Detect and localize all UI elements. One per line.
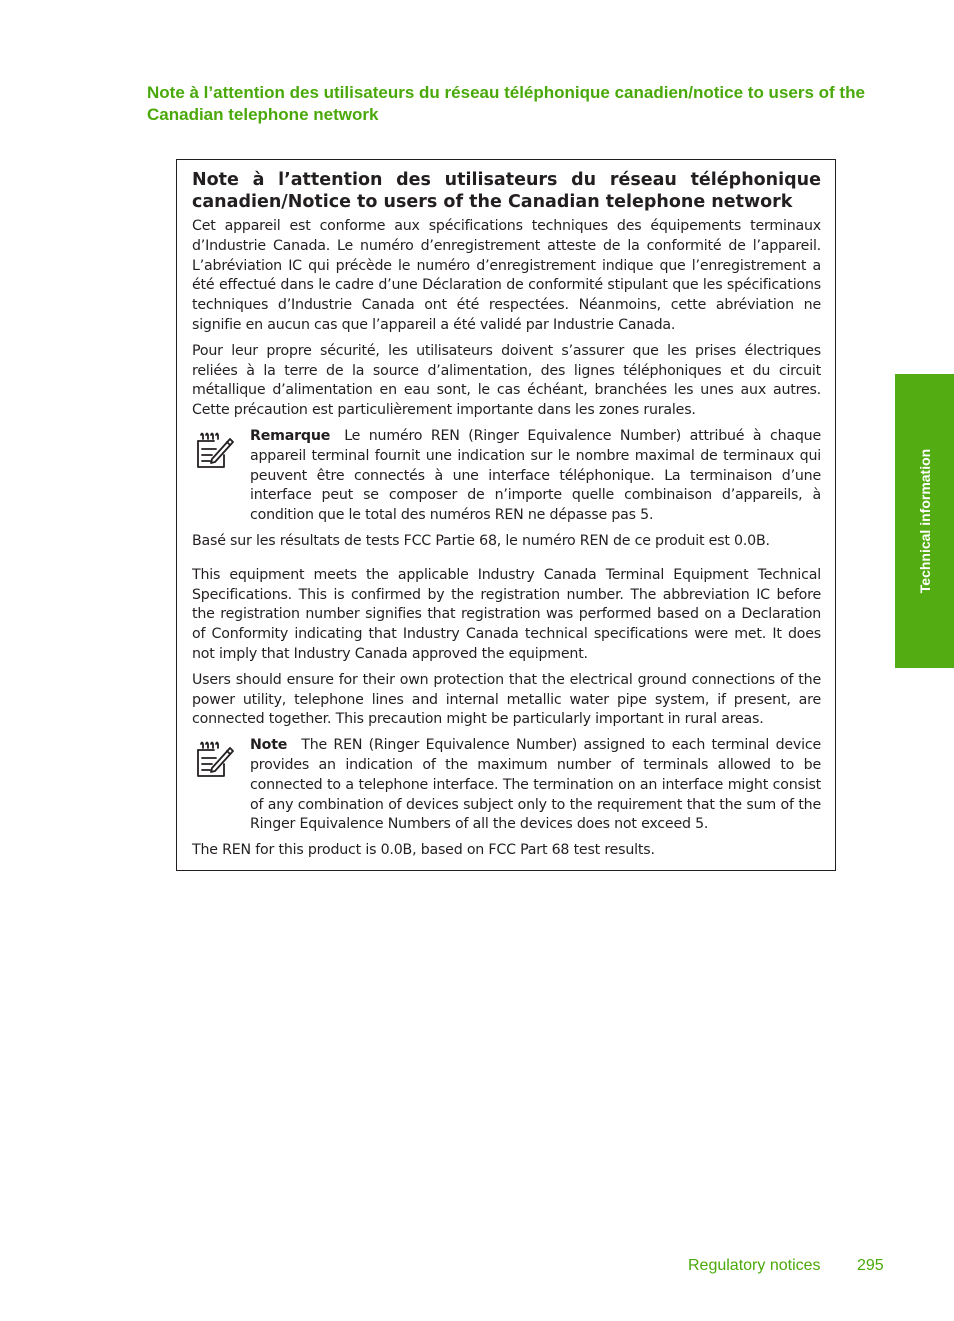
fr-paragraph-1: Cet appareil est conforme aux spécifications techniques des équipements terminaux d’Industrie Canada. Le numéro d’enregistrement atteste de la conformité de l’appareil. L’abréviation IC qui précède le numéro d’enregistrement indique que l’enregistrement a été effectué dans le cadre d’une Déclaration de conformité stipulant que les spécifications techniques d’Industrie Canada ont été respectées. Néanmoins, cette abréviation ne signifie en aucun cas que l’appareil a été validé par Industrie Canada. [192, 218, 821, 333]
en-note-body [250, 736, 821, 835]
en-note-label: Note [250, 737, 288, 754]
fr-paragraph-2: Pour leur propre sécurité, les utilisateurs doivent s’assurer que les prises électriques reliées à la terre de la source d’alimentation, des lignes téléphoniques et du circuit métallique d’alimentation en eau sont, le cas échéant, branchées les unes aux autres. Cette précaution est particulièrement importante dans les zones rurales. [192, 342, 821, 419]
fr-note [192, 427, 821, 526]
note-pad-icon [192, 736, 250, 782]
note-pad-icon [192, 427, 250, 473]
en-paragraph-1: This equipment meets the applicable Industry Canada Terminal Equipment Technical Specifications. This is confirmed by the registration number. The abbreviation IC before the registration number signifies that registration was performed based on a Declaration of Conformity indicating that Industry Canada technical specifications were met. It does not imply that Industry Canada approved the equipment. [192, 566, 821, 662]
page-heading: Note à l’attention des utilisateurs du réseau téléphonique canadien/notice to users of the Canadian telephone network [147, 83, 865, 124]
fr-note-text: Le numéro REN (Ringer Equivalence Number) attribué à chaque appareil terminal fournit une indication sur le nombre maximal de terminaux qui peuvent être connectés à une interface téléphonique. La terminaison d’une interface peut se composer de n’importe quelle combinaison d’appareils, à condition que le total des numéros REN ne dépasse pas 5. [250, 427, 821, 524]
fr-note-label: Remarque [250, 427, 331, 444]
fr-note-body [250, 427, 821, 526]
en-paragraph-3: The REN for this product is 0.0B, based on FCC Part 68 test results. [192, 842, 655, 859]
fr-paragraph-3: Basé sur les résultats de tests FCC Partie 68, le numéro REN de ce produit est 0.0B. [192, 532, 770, 549]
side-tab [895, 374, 954, 668]
footer-page-number: 295 [857, 1257, 884, 1274]
en-note-text: The REN (Ringer Equivalence Number) assigned to each terminal device provides an indication of the maximum number of terminals allowed to be connected to a telephone interface. The termination on an interface might consist of any combination of devices subject only to the requirement that the sum of the Ringer Equivalence Numbers of all the devices does not exceed 5. [250, 737, 821, 833]
side-tab-label: Technical information [916, 448, 933, 594]
en-paragraph-2: Users should ensure for their own protection that the electrical ground connections of the power utility, telephone lines and internal metallic water pipe system, if present, are connected together. This precaution might be particularly important in rural areas. [192, 671, 821, 728]
notice-title: Note à l’attention des utilisateurs du réseau téléphonique canadien/Notice to users of the Canadian telephone network [192, 170, 821, 212]
notice-box [176, 159, 836, 871]
en-note [192, 736, 821, 835]
footer-section-name: Regulatory notices [688, 1257, 821, 1274]
